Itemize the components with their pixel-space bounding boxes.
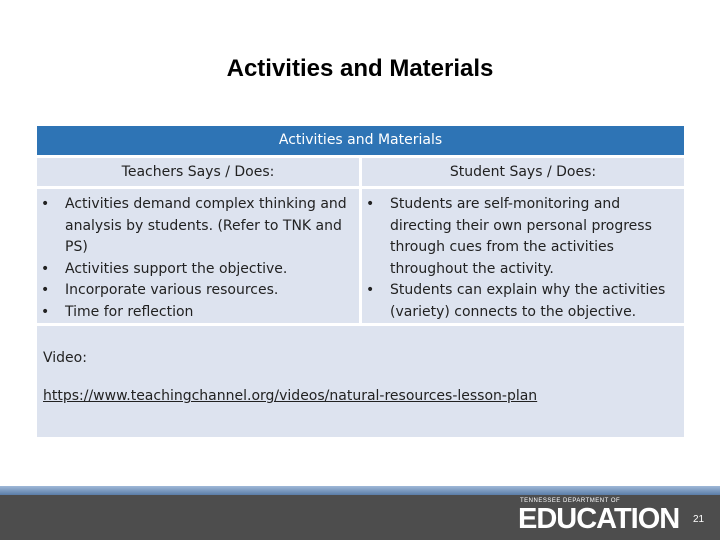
bullet-icon: • bbox=[41, 196, 50, 212]
list-item bbox=[366, 280, 678, 323]
video-cell bbox=[37, 326, 684, 437]
column-headings-row bbox=[37, 155, 684, 186]
list-item-text: Students are self-monitoring and directing their own personal progress through cues from the activities throughout the activity. bbox=[390, 196, 652, 277]
student-list bbox=[366, 194, 678, 323]
table-header: Activities and Materials bbox=[37, 126, 684, 155]
logo-subtitle: TENNESSEE DEPARTMENT OF bbox=[520, 498, 621, 504]
list-item bbox=[41, 194, 353, 259]
teacher-column-heading: Teachers Says / Does: bbox=[37, 158, 359, 186]
list-item-text: Time for reflection bbox=[65, 303, 194, 320]
video-link[interactable]: https://www.teachingchannel.org/videos/natural-resources-lesson-plan bbox=[43, 388, 538, 404]
list-item-text: Incorporate various resources. bbox=[65, 282, 279, 298]
list-item bbox=[41, 259, 353, 281]
student-column-heading: Student Says / Does: bbox=[362, 158, 684, 186]
list-item-text: Activities demand complex thinking and analysis by students. (Refer to TNK and PS) bbox=[65, 196, 347, 255]
list-item bbox=[41, 302, 353, 324]
bullet-icon: • bbox=[366, 282, 375, 298]
education-logo: EDUCATION bbox=[518, 503, 680, 535]
slide-title: Activities and Materials bbox=[226, 55, 494, 82]
list-item-text: Students can explain why the activities (variety) connects to the objective. bbox=[390, 282, 666, 320]
list-item-text: Activities support the objective. bbox=[65, 260, 288, 277]
video-label: Video: bbox=[43, 350, 87, 366]
teacher-list bbox=[41, 194, 353, 323]
table-body-row bbox=[37, 186, 684, 323]
student-cell bbox=[362, 189, 684, 323]
footer-accent-stripe bbox=[0, 486, 720, 495]
bullet-icon: • bbox=[41, 282, 50, 298]
bullet-icon: • bbox=[366, 196, 375, 212]
bullet-icon: • bbox=[41, 260, 50, 277]
list-item bbox=[366, 194, 678, 280]
bullet-icon: • bbox=[41, 303, 50, 320]
page-number: 21 bbox=[693, 514, 705, 525]
activities-table bbox=[37, 126, 684, 437]
teacher-cell bbox=[37, 189, 359, 323]
list-item bbox=[41, 280, 353, 302]
